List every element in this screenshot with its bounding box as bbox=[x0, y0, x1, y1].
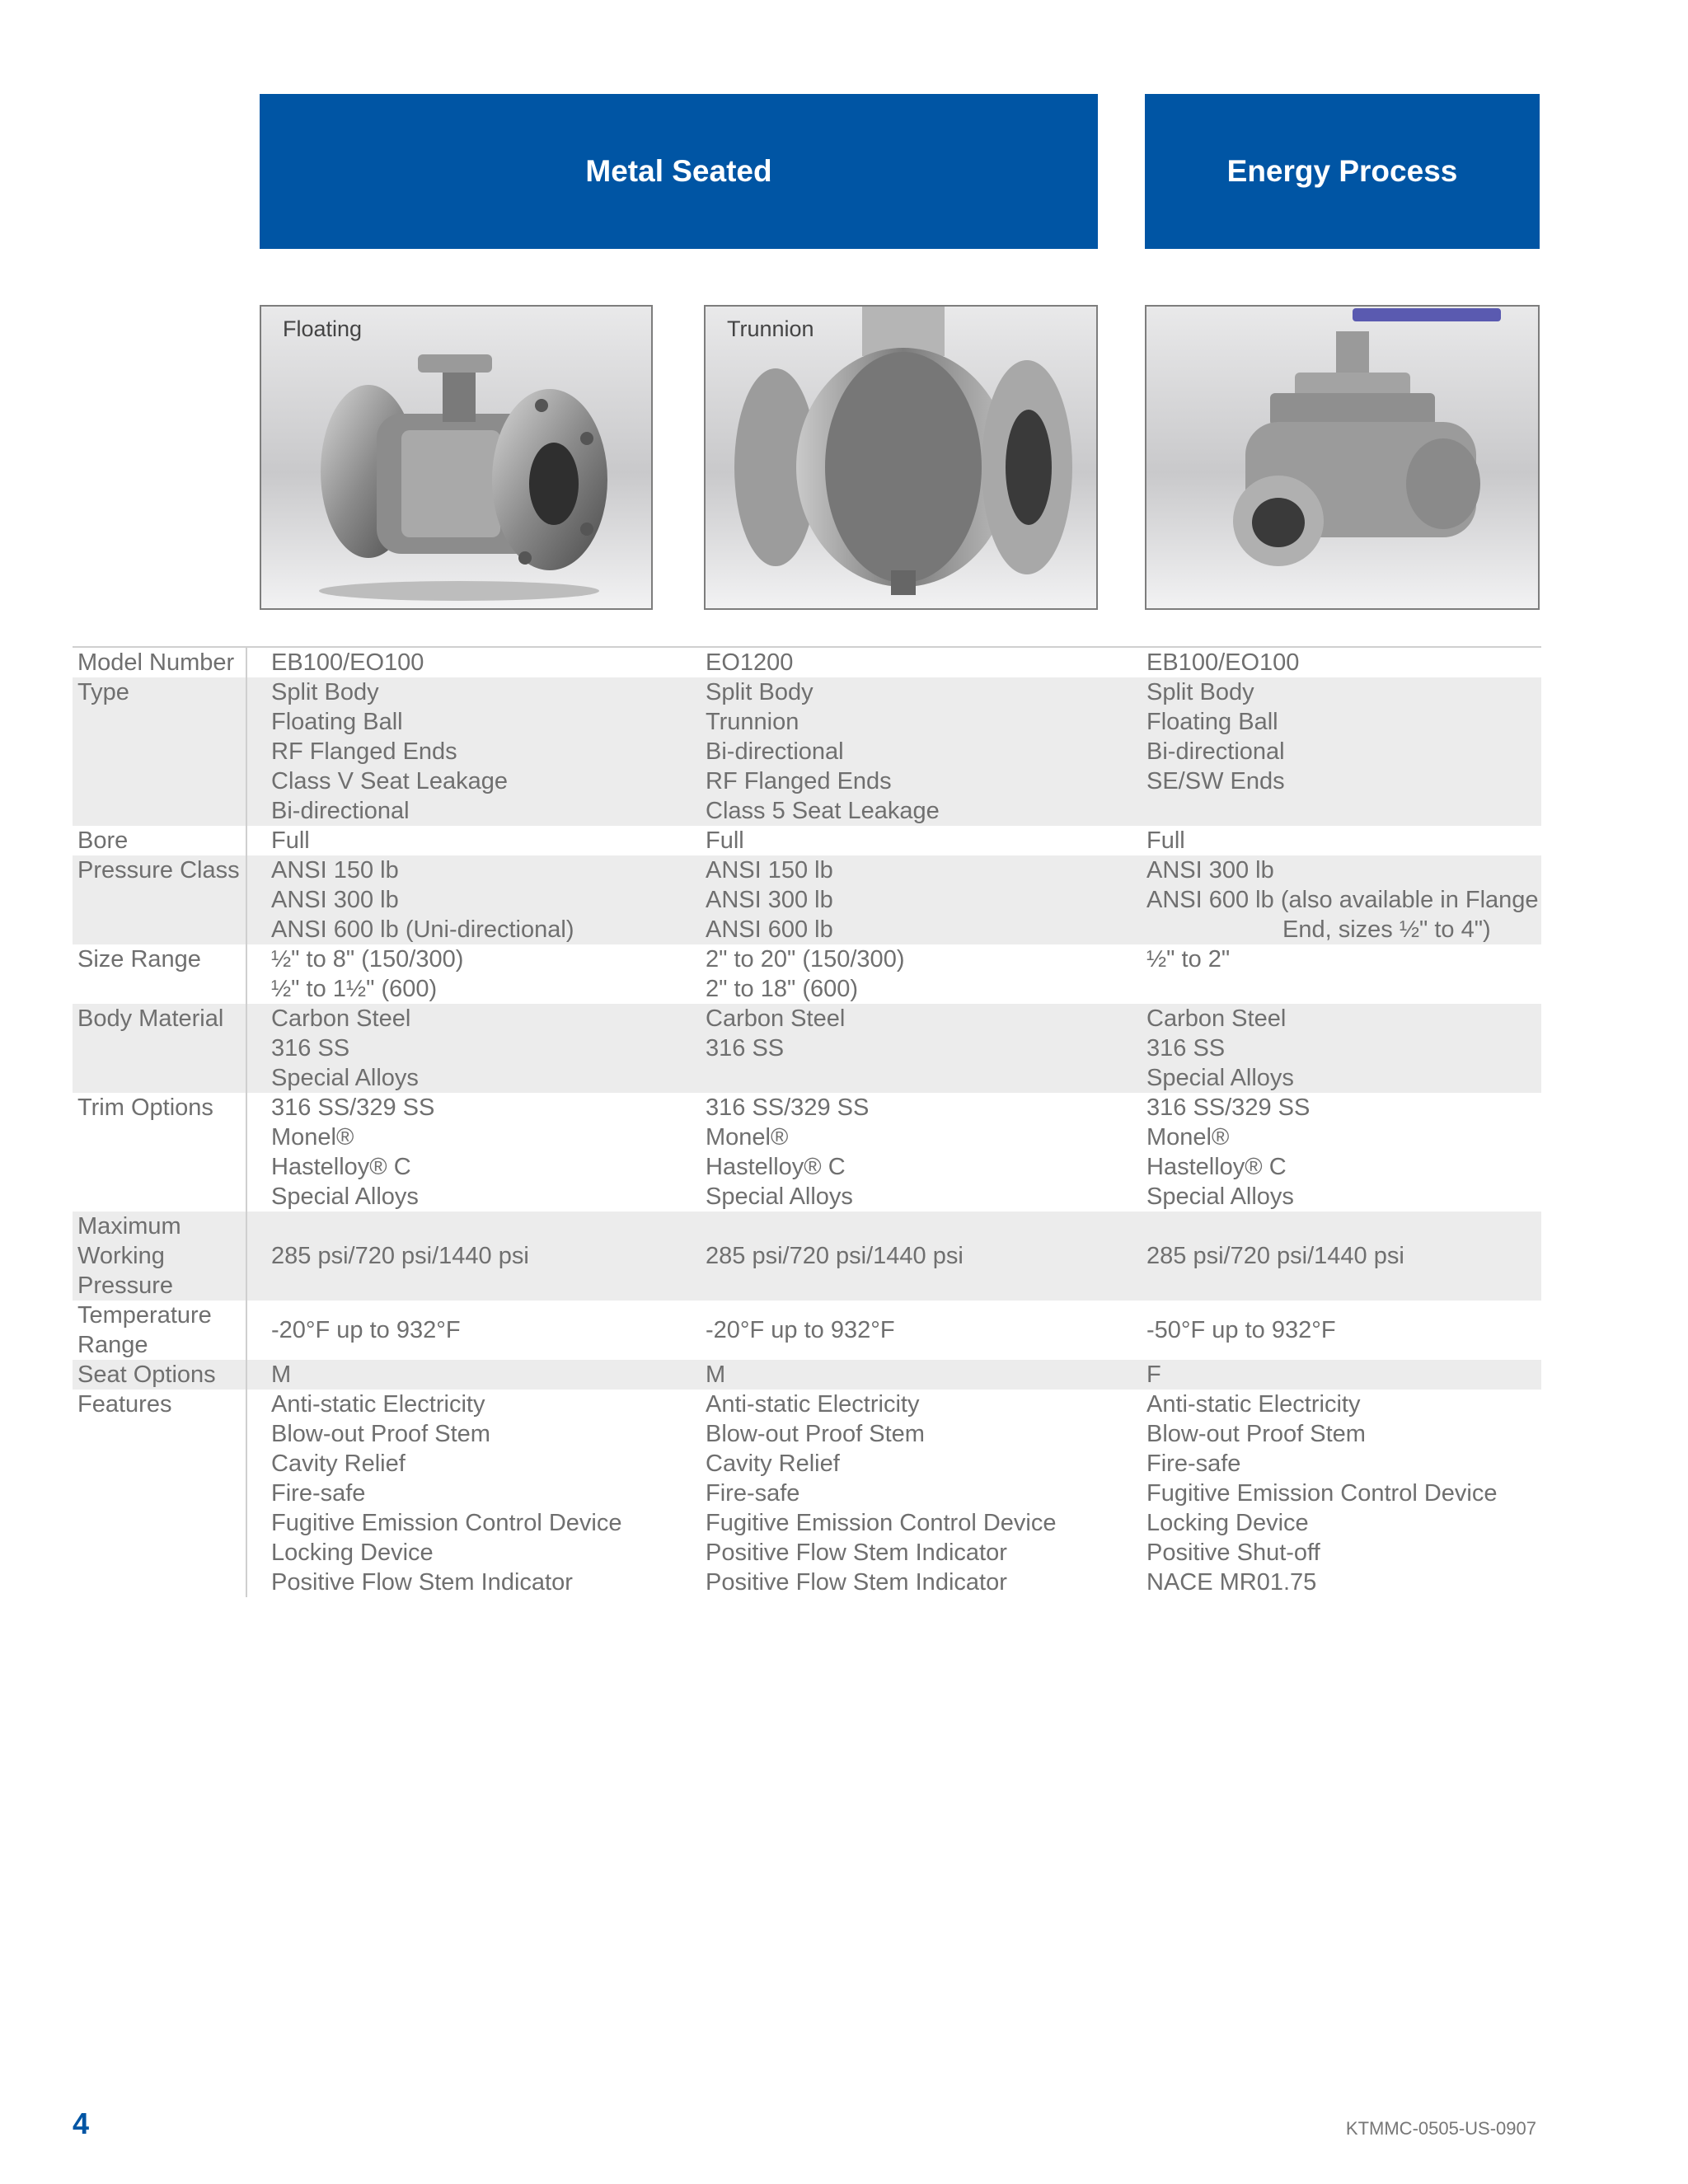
cell-line: 316 SS/329 SS bbox=[706, 1094, 870, 1121]
cell-floating bbox=[271, 677, 706, 826]
table-row bbox=[73, 1212, 1541, 1301]
cell-line: Positive Flow Stem Indicator bbox=[706, 1540, 1007, 1566]
cell-line: Range bbox=[77, 1332, 148, 1358]
cell-line: Fire-safe bbox=[271, 1480, 366, 1507]
cell-line: 2" to 18" (600) bbox=[706, 976, 859, 1002]
cell-line: Carbon Steel bbox=[1146, 1005, 1287, 1032]
cell-line: RF Flanged Ends bbox=[706, 768, 892, 794]
cell-line: SE/SW Ends bbox=[1146, 768, 1285, 794]
cell-line: Special Alloys bbox=[1146, 1183, 1294, 1210]
row-label bbox=[73, 1093, 247, 1212]
cell-line: Class 5 Seat Leakage bbox=[706, 798, 940, 824]
cell-line: Special Alloys bbox=[1146, 1065, 1294, 1091]
energy-process-ball-valve-image bbox=[1146, 307, 1540, 610]
cell-line: NACE MR01.75 bbox=[1146, 1569, 1317, 1596]
cell-line: 316 SS bbox=[706, 1035, 785, 1062]
photo-label-floating: Floating bbox=[283, 316, 363, 341]
cell-trunnion bbox=[706, 826, 1146, 855]
cell-line: Fire-safe bbox=[1146, 1451, 1241, 1477]
cell-line: Special Alloys bbox=[706, 1183, 853, 1210]
cell-line: Special Alloys bbox=[271, 1065, 419, 1091]
row-label bbox=[73, 855, 247, 944]
cell-line: EB100/EO100 bbox=[271, 649, 424, 676]
table-row bbox=[73, 944, 1541, 1004]
cell-line: Locking Device bbox=[271, 1540, 434, 1566]
trunnion-valve-photo bbox=[704, 305, 1098, 610]
cell-line: -20°F up to 932°F bbox=[271, 1317, 461, 1343]
row-label bbox=[73, 1301, 247, 1360]
cell-energy bbox=[1146, 826, 1541, 855]
energy-process-valve-photo bbox=[1145, 305, 1540, 610]
cell-line: Fugitive Emission Control Device bbox=[706, 1510, 1057, 1536]
cell-line: Bi-directional bbox=[271, 798, 410, 824]
cell-floating bbox=[271, 1004, 706, 1093]
cell-line: F bbox=[1146, 1361, 1161, 1388]
cell-energy bbox=[1146, 1004, 1541, 1093]
cell-energy bbox=[1146, 677, 1541, 826]
cell-floating bbox=[271, 1212, 706, 1301]
cell-line: Monel® bbox=[706, 1124, 789, 1151]
row-label bbox=[73, 648, 247, 677]
cell-line: Class V Seat Leakage bbox=[271, 768, 508, 794]
cell-line: ANSI 150 lb bbox=[706, 857, 833, 883]
cell-line: Trunnion bbox=[706, 709, 799, 735]
photo-label-trunnion: Trunnion bbox=[727, 316, 814, 341]
cell-line: Seat Options bbox=[77, 1361, 216, 1388]
cell-line: Split Body bbox=[706, 679, 814, 705]
row-label bbox=[73, 1004, 247, 1093]
cell-line: Temperature bbox=[77, 1302, 212, 1329]
cell-line: Monel® bbox=[1146, 1124, 1230, 1151]
cell-line: Blow-out Proof Stem bbox=[1146, 1421, 1366, 1447]
cell-trunnion bbox=[706, 1212, 1146, 1301]
cell-line: Split Body bbox=[1146, 679, 1254, 705]
header-energy-process: Energy Process bbox=[1145, 94, 1540, 249]
cell-line: ANSI 150 lb bbox=[271, 857, 399, 883]
cell-line: Floating Ball bbox=[271, 709, 403, 735]
cell-line: Positive Flow Stem Indicator bbox=[271, 1569, 573, 1596]
cell-line: M bbox=[706, 1361, 726, 1388]
cell-line: EB100/EO100 bbox=[1146, 649, 1300, 676]
cell-line: Blow-out Proof Stem bbox=[706, 1421, 925, 1447]
cell-trunnion bbox=[706, 1093, 1146, 1212]
cell-line: 285 psi/720 psi/1440 psi bbox=[1146, 1243, 1404, 1269]
cell-floating bbox=[271, 648, 706, 677]
cell-line: -50°F up to 932°F bbox=[1146, 1317, 1336, 1343]
floating-valve-photo bbox=[260, 305, 653, 610]
cell-line: End, sizes ½" to 4") bbox=[1282, 916, 1491, 943]
cell-line: Special Alloys bbox=[271, 1183, 419, 1210]
cell-energy bbox=[1146, 1212, 1541, 1301]
cell-line: 2" to 20" (150/300) bbox=[706, 946, 905, 972]
cell-line: Positive Flow Stem Indicator bbox=[706, 1569, 1007, 1596]
cell-line: Cavity Relief bbox=[706, 1451, 840, 1477]
cell-trunnion bbox=[706, 1390, 1146, 1597]
cell-line: Split Body bbox=[271, 679, 379, 705]
table-row bbox=[73, 677, 1541, 826]
page-number: 4 bbox=[73, 2107, 90, 2140]
cell-trunnion bbox=[706, 1004, 1146, 1093]
cell-line: Fugitive Emission Control Device bbox=[1146, 1480, 1498, 1507]
table-row bbox=[73, 1093, 1541, 1212]
header-metal-seated: Metal Seated bbox=[260, 94, 1098, 249]
cell-line: Hastelloy® C bbox=[1146, 1154, 1287, 1180]
table-row bbox=[73, 1004, 1541, 1093]
cell-line: ANSI 300 lb bbox=[271, 887, 399, 913]
cell-line: Fugitive Emission Control Device bbox=[271, 1510, 622, 1536]
cell-line: Bi-directional bbox=[706, 738, 844, 765]
cell-energy bbox=[1146, 1390, 1541, 1597]
cell-line: Anti-static Electricity bbox=[271, 1391, 485, 1418]
cell-line: Bore bbox=[77, 827, 129, 854]
cell-line: ½" to 2" bbox=[1146, 946, 1231, 972]
cell-line: 316 SS bbox=[271, 1035, 350, 1062]
cell-line: ANSI 600 lb (also available in Flange bbox=[1146, 887, 1539, 913]
cell-line: Full bbox=[271, 827, 310, 854]
cell-line: Full bbox=[706, 827, 744, 854]
table-row bbox=[73, 648, 1541, 677]
cell-line: Pressure Class bbox=[77, 857, 240, 883]
table-row bbox=[73, 1301, 1541, 1360]
table-row bbox=[73, 855, 1541, 944]
table-row bbox=[73, 1360, 1541, 1390]
cell-line: Blow-out Proof Stem bbox=[271, 1421, 490, 1447]
cell-line: Anti-static Electricity bbox=[706, 1391, 920, 1418]
cell-line: RF Flanged Ends bbox=[271, 738, 457, 765]
row-label bbox=[73, 1360, 247, 1390]
cell-line: 316 SS/329 SS bbox=[271, 1094, 435, 1121]
cell-line: 285 psi/720 psi/1440 psi bbox=[271, 1243, 529, 1269]
row-label bbox=[73, 944, 247, 1004]
cell-line: Carbon Steel bbox=[706, 1005, 846, 1032]
cell-line: Full bbox=[1146, 827, 1185, 854]
cell-line: Pressure bbox=[77, 1272, 174, 1299]
cell-floating bbox=[271, 826, 706, 855]
cell-line: Model Number bbox=[77, 649, 235, 676]
cell-line: Floating Ball bbox=[1146, 709, 1278, 735]
row-label bbox=[73, 677, 247, 826]
cell-line: EO1200 bbox=[706, 649, 794, 676]
row-label bbox=[73, 826, 247, 855]
cell-line: ANSI 300 lb bbox=[1146, 857, 1274, 883]
cell-line: Anti-static Electricity bbox=[1146, 1391, 1361, 1418]
row-label bbox=[73, 1212, 247, 1301]
cell-line: Hastelloy® C bbox=[706, 1154, 846, 1180]
table-row bbox=[73, 1390, 1541, 1597]
cell-line: Locking Device bbox=[1146, 1510, 1309, 1536]
cell-floating bbox=[271, 944, 706, 1004]
cell-line: 285 psi/720 psi/1440 psi bbox=[706, 1243, 964, 1269]
cell-line: Hastelloy® C bbox=[271, 1154, 411, 1180]
cell-floating bbox=[271, 1360, 706, 1390]
cell-line: Fire-safe bbox=[706, 1480, 800, 1507]
table-row bbox=[73, 826, 1541, 855]
cell-floating bbox=[271, 855, 706, 944]
cell-energy bbox=[1146, 944, 1541, 1004]
cell-line: ANSI 300 lb bbox=[706, 887, 833, 913]
cell-line: Bi-directional bbox=[1146, 738, 1285, 765]
cell-line: Carbon Steel bbox=[271, 1005, 411, 1032]
cell-line: ANSI 600 lb (Uni-directional) bbox=[271, 916, 574, 943]
cell-line: M bbox=[271, 1361, 292, 1388]
spec-table bbox=[73, 646, 1541, 1597]
cell-floating bbox=[271, 1301, 706, 1360]
cell-floating bbox=[271, 1390, 706, 1597]
cell-line: -20°F up to 932°F bbox=[706, 1317, 895, 1343]
cell-energy bbox=[1146, 1360, 1541, 1390]
row-label bbox=[73, 1390, 247, 1597]
floating-ball-valve-image bbox=[261, 307, 653, 610]
cell-floating bbox=[271, 1093, 706, 1212]
cell-line: Positive Shut-off bbox=[1146, 1540, 1320, 1566]
cell-line: 316 SS bbox=[1146, 1035, 1226, 1062]
cell-line: ½" to 8" (150/300) bbox=[271, 946, 464, 972]
cell-line: 316 SS/329 SS bbox=[1146, 1094, 1311, 1121]
cell-trunnion bbox=[706, 944, 1146, 1004]
cell-line: Maximum bbox=[77, 1213, 181, 1240]
cell-line: Size Range bbox=[77, 946, 201, 972]
cell-line: ANSI 600 lb bbox=[706, 916, 833, 943]
document-code: KTMMC-0505-US-0907 bbox=[1345, 2118, 1536, 2139]
trunnion-ball-valve-image bbox=[706, 307, 1098, 610]
cell-energy bbox=[1146, 648, 1541, 677]
cell-line: Cavity Relief bbox=[271, 1451, 406, 1477]
cell-energy bbox=[1146, 1301, 1541, 1360]
cell-line: Trim Options bbox=[77, 1094, 213, 1121]
cell-trunnion bbox=[706, 855, 1146, 944]
cell-trunnion bbox=[706, 1360, 1146, 1390]
cell-trunnion bbox=[706, 1301, 1146, 1360]
cell-line: Features bbox=[77, 1391, 172, 1418]
cell-line: Type bbox=[77, 679, 129, 705]
cell-energy bbox=[1146, 855, 1541, 944]
cell-trunnion bbox=[706, 677, 1146, 826]
cell-trunnion bbox=[706, 648, 1146, 677]
cell-energy bbox=[1146, 1093, 1541, 1212]
cell-line: Monel® bbox=[271, 1124, 354, 1151]
cell-line: ½" to 1½" (600) bbox=[271, 976, 438, 1002]
cell-line: Body Material bbox=[77, 1005, 224, 1032]
cell-line: Working bbox=[77, 1243, 165, 1269]
